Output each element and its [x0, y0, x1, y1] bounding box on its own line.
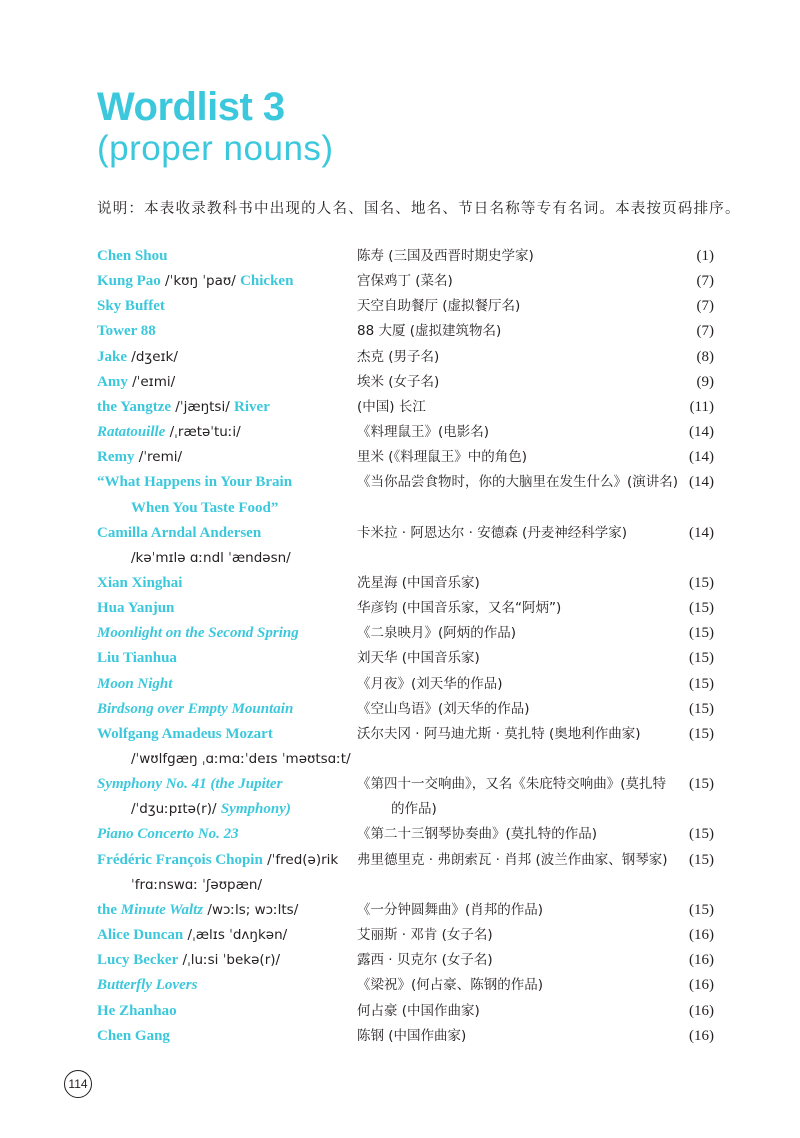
list-item — [0, 750, 800, 775]
entry-chinese: 刘天华 (中国音乐家) — [357, 650, 480, 667]
entry-term: Camilla Arndal Andersen — [97, 524, 262, 541]
entry-term-continued: River — [234, 398, 270, 415]
list-item — [0, 524, 800, 549]
entry-page: (15) — [689, 901, 714, 918]
entry-term-line — [97, 825, 239, 843]
entry-chinese: 艾丽斯 · 邓肯 (女子名) — [357, 927, 493, 944]
entry-chinese: 华彦钧 (中国音乐家，又名“阿炳”) — [357, 600, 562, 617]
entry-chinese: 陈钢 (中国作曲家) — [357, 1027, 467, 1044]
entry-continuation-line — [131, 800, 291, 818]
entry-page: (14) — [689, 449, 714, 466]
entry-chinese: 宫保鸡丁 (菜名) — [357, 273, 453, 290]
entry-term: Ratatouille — [97, 424, 166, 441]
entry-continuation-line — [131, 549, 291, 567]
list-item — [0, 574, 800, 599]
list-item — [0, 322, 800, 347]
entry-term: Liu Tianhua — [97, 650, 177, 667]
entry-chinese: 里米 (《料理鼠王》中的角色) — [357, 449, 528, 466]
entry-page: (7) — [696, 273, 714, 290]
entry-page: (16) — [689, 952, 714, 969]
entry-term-line — [97, 322, 156, 340]
list-item — [0, 775, 800, 800]
entry-term-line — [97, 272, 293, 290]
entry-page: (15) — [689, 574, 714, 591]
entry-phonetic-continuation: ˈfrɑːnswɑː ˈʃəʊpæn/ — [131, 876, 262, 893]
entry-term: Alice Duncan — [97, 927, 184, 944]
entry-term-continuation: Symphony) — [220, 801, 291, 818]
entry-term: Moon Night — [97, 675, 173, 692]
list-item — [0, 901, 800, 926]
entry-term-line — [97, 901, 298, 919]
entry-term: Jake — [97, 348, 127, 365]
entry-term: Tower 88 — [97, 323, 156, 340]
entry-chinese: 88 大厦 (虚拟建筑物名) — [357, 323, 502, 340]
list-item — [0, 624, 800, 649]
entry-term: Hua Yanjun — [97, 600, 175, 617]
list-item — [0, 297, 800, 322]
list-item — [0, 649, 800, 674]
entry-phonetic: /wɔːls; wɔːlts/ — [203, 901, 299, 918]
entry-term-italic: Minute Waltz — [120, 901, 204, 918]
entry-chinese: 《二泉映月》(阿炳的作品) — [357, 625, 517, 642]
entry-term-line — [97, 1002, 177, 1020]
list-item — [0, 398, 800, 423]
entry-phonetic: /ˈkʊŋ ˈpaʊ/ — [160, 273, 241, 290]
entry-term: Moonlight on the Second Spring — [97, 625, 299, 642]
list-item — [0, 675, 800, 700]
entry-page: (16) — [689, 977, 714, 994]
entry-chinese: 《月夜》(刘天华的作品) — [357, 675, 503, 692]
entry-chinese: 冼星海 (中国音乐家) — [357, 574, 480, 591]
list-item — [0, 423, 800, 448]
entry-page: (15) — [689, 675, 714, 692]
entry-chinese: 天空自助餐厅 (虚拟餐厅名) — [357, 298, 521, 315]
entry-term-line — [97, 473, 292, 491]
entry-term-line — [97, 725, 273, 743]
entry-term-line — [97, 247, 167, 265]
entry-term-line — [97, 700, 293, 718]
entry-page: (16) — [689, 1002, 714, 1019]
list-item — [0, 1027, 800, 1052]
entry-page: (7) — [696, 323, 714, 340]
entry-phonetic: /ˌluːsi ˈbekə(r)/ — [178, 952, 281, 969]
entry-page: (16) — [689, 927, 714, 944]
list-item — [0, 825, 800, 850]
entry-page: (11) — [689, 398, 714, 415]
entry-chinese: 何占豪 (中国作曲家) — [357, 1002, 480, 1019]
explanatory-note: 说明：本表收录教科书中出现的人名、国名、地名、节日名称等专有名词。本表按页码排序。 — [97, 201, 741, 217]
entry-page: (1) — [696, 248, 714, 264]
entry-page: (15) — [689, 725, 714, 742]
list-item — [0, 348, 800, 373]
entry-phonetic: /ˈremi/ — [134, 449, 183, 466]
list-item — [0, 800, 800, 825]
list-item — [0, 272, 800, 297]
entry-term: the — [97, 901, 121, 918]
entry-page: (9) — [696, 373, 714, 390]
entry-term: Remy — [97, 449, 135, 466]
entry-term-line — [97, 926, 287, 944]
entry-chinese: 陈寿 (三国及西晋时期史学家) — [357, 248, 534, 264]
entry-phonetic-continuation: /ˈdʒuːpɪtə(r)/ — [131, 801, 221, 818]
entry-phonetic-continuation: /ˈwʊlfgæŋ ˌɑːmɑːˈdeɪs ˈməʊtsɑːt/ — [131, 751, 351, 767]
entry-page: (15) — [689, 776, 714, 793]
page-title: Wordlist 3 — [97, 85, 285, 129]
entry-chinese: (中国) 长江 — [357, 398, 426, 415]
list-item — [0, 599, 800, 624]
entry-term-line — [97, 951, 280, 969]
entry-chinese: 《空山鸟语》(刘天华的作品) — [357, 700, 530, 717]
entry-term-continuation: When You Taste Food” — [131, 499, 279, 516]
list-item — [0, 549, 800, 574]
entry-page: (7) — [696, 298, 714, 315]
entry-page: (15) — [689, 625, 714, 642]
entry-term-line — [97, 524, 261, 542]
list-item — [0, 951, 800, 976]
list-item — [0, 876, 800, 901]
entry-chinese: 杰克 (男子名) — [357, 348, 440, 365]
entry-term-line — [97, 373, 175, 391]
list-item — [0, 473, 800, 498]
entry-page: (15) — [689, 600, 714, 617]
entry-page: (15) — [689, 851, 714, 868]
entry-term: Xian Xinghai — [97, 574, 183, 591]
list-item — [0, 373, 800, 398]
entry-term-line — [97, 599, 174, 617]
entry-term: Kung Pao — [97, 273, 161, 290]
entry-term-line — [97, 398, 270, 416]
entry-page: (15) — [689, 650, 714, 667]
entry-term-line — [97, 1027, 170, 1045]
entry-chinese: 露西 · 贝克尔 (女子名) — [357, 952, 493, 969]
page-subtitle: (proper nouns) — [97, 129, 334, 168]
entry-page: (14) — [689, 474, 714, 491]
entry-chinese-continuation: 的作品) — [391, 801, 437, 818]
entry-page: (15) — [689, 700, 714, 717]
entry-term: Amy — [97, 373, 128, 390]
list-item — [0, 725, 800, 750]
list-item — [0, 1002, 800, 1027]
entry-page: (14) — [689, 424, 714, 441]
entry-chinese: 《第二十三钢琴协奏曲》(莫扎特的作品) — [357, 826, 598, 843]
list-item — [0, 247, 800, 272]
entry-phonetic-continuation: /kəˈmɪlə ɑːndl ˈændəsn/ — [131, 549, 291, 566]
entry-term: Symphony No. 41 (the Jupiter — [97, 776, 283, 793]
page-number: 114 — [64, 1070, 92, 1098]
entry-term: Birdsong over Empty Mountain — [97, 700, 294, 717]
entry-term: Wolfgang Amadeus Mozart — [97, 725, 273, 742]
entry-term-line — [97, 448, 182, 466]
entry-term: Chen Shou — [97, 248, 168, 264]
entry-term-line — [97, 348, 178, 366]
entry-term: “What Happens in Your Brain — [97, 474, 293, 491]
entry-chinese: 《当你品尝食物时，你的大脑里在发生什么》(演讲名) — [357, 474, 679, 491]
entry-phonetic: /ˈeɪmi/ — [127, 373, 176, 390]
entry-continuation-line — [131, 876, 262, 894]
entry-chinese: 《梁祝》(何占豪、陈钢的作品) — [357, 977, 544, 994]
entry-term: Chen Gang — [97, 1027, 170, 1044]
entry-term: Butterfly Lovers — [97, 977, 198, 994]
entry-term-line — [97, 775, 282, 793]
list-item — [0, 700, 800, 725]
entry-term-line — [97, 851, 338, 869]
entry-phonetic: /dʒeɪk/ — [127, 348, 178, 365]
entry-term-line — [97, 297, 165, 315]
list-item — [0, 926, 800, 951]
entry-chinese: 《料理鼠王》(电影名) — [357, 424, 490, 441]
entry-chinese: 卡米拉 · 阿恩达尔 · 安德森 (丹麦神经科学家) — [357, 524, 628, 541]
entry-chinese: 沃尔夫冈 · 阿马迪尤斯 · 莫扎特 (奥地利作曲家) — [357, 725, 641, 742]
list-item — [0, 851, 800, 876]
entry-phonetic: /ˌælɪs ˈdʌŋkən/ — [183, 927, 288, 944]
entry-chinese: 弗里德里克 · 弗朗索瓦 · 肖邦 (波兰作曲家、钢琴家) — [357, 851, 668, 868]
entry-term: Lucy Becker — [97, 952, 179, 969]
list-item — [0, 976, 800, 1001]
entry-term-line — [97, 624, 299, 642]
entry-phonetic: /ˈfred(ə)rik — [262, 851, 339, 868]
entry-term-line — [97, 423, 241, 441]
entry-term-line — [97, 675, 172, 693]
entry-term: the Yangtze — [97, 398, 172, 415]
entry-chinese: 埃米 (女子名) — [357, 373, 440, 390]
entry-phonetic: /ˈjæŋtsi/ — [171, 398, 235, 415]
entry-term-line — [97, 976, 197, 994]
entry-term: Sky Buffet — [97, 298, 165, 315]
list-item — [0, 448, 800, 473]
entry-page: (15) — [689, 826, 714, 843]
entry-chinese: 《一分钟圆舞曲》(肖邦的作品) — [357, 901, 544, 918]
entry-page: (16) — [689, 1027, 714, 1044]
entry-phonetic: /ˌrætəˈtuːi/ — [165, 424, 241, 441]
list-item — [0, 499, 800, 524]
entry-chinese: 《第四十一交响曲》，又名《朱庇特交响曲》(莫扎特 — [357, 776, 667, 793]
entry-term-line — [97, 574, 182, 592]
entry-term: Frédéric François Chopin — [97, 851, 263, 868]
entry-page: (14) — [689, 524, 714, 541]
entry-term-continued: Chicken — [240, 273, 294, 290]
entry-term-line — [97, 649, 177, 667]
entry-page: (8) — [696, 348, 714, 365]
entry-continuation-line — [131, 750, 351, 768]
entry-term: Piano Concerto No. 23 — [97, 826, 239, 843]
entry-term: He Zhanhao — [97, 1002, 177, 1019]
